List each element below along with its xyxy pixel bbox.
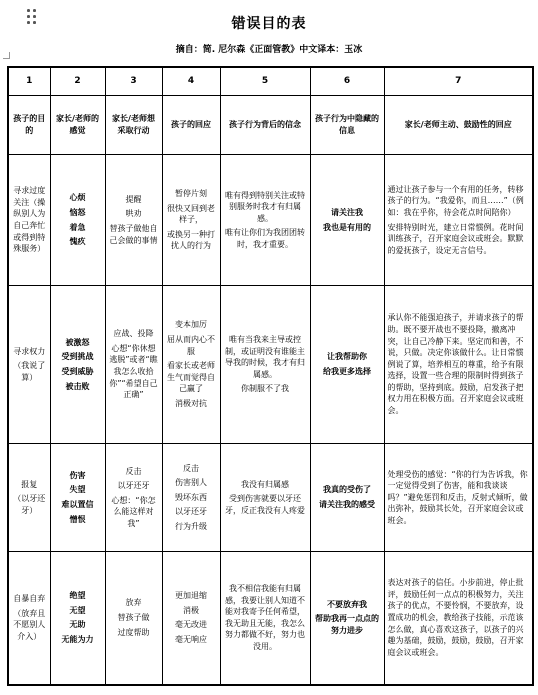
column-number: 7 xyxy=(384,67,533,96)
cell-goal: 寻求权力 （我说了算） xyxy=(8,286,50,444)
cell-encouraging-response: 承认你不能强迫孩子，并请求孩子的帮助。既不要开战也不要投降，撤离冲突，让自己冷静下来。坚定而和善，不说，只做。决定你该做什么。让日常惯例说了算，培养相互的尊重，给予有限选择，设置一些合理的限制时得到孩子的帮助，坚持到底。鼓励，启发孩子把权力用在积极方面。召开家庭会议或班会。 xyxy=(384,286,533,444)
cell-belief: 我不相信我能有归属感，我要让别人知道不能对我寄予任何希望，我无助且无能，我怎么努力都做不好，努力也没用。 xyxy=(220,552,310,685)
cell-action: 提醒 哄劝 替孩子做他自己会做的事情 xyxy=(105,155,162,286)
cell-encouraging-response: 通过让孩子参与一个有用的任务，转移孩子的行为。“我爱你，而且……”（例如：我在乎你，待会花点时间陪你） 安排特别时光，建立日常惯例。花时间训练孩子，召开家庭会议或班会。默默的爱抚孩子，设定无言信号。 xyxy=(384,155,533,286)
cell-goal: 报复 （以牙还牙） xyxy=(8,444,50,552)
cell-goal: 寻求过度关注（操纵别人为自己奔忙或得到特殊服务） xyxy=(8,155,50,286)
column-number: 6 xyxy=(310,67,384,96)
cell-encouraging-response: 处理受伤的感觉：“你的行为告诉我，你一定觉得受到了伤害，能和我谈谈吗？”避免惩罚和反击，反射式倾听，做出弥补，鼓励其长处，召开家庭会议或班会。 xyxy=(384,444,533,552)
cell-response: 更加退缩 消极 毫无改进 毫无响应 xyxy=(162,552,220,685)
cell-belief: 唯有得到特别关注或特别服务时我才有归属感。 唯有让你们为我团团转时，我才重要。 xyxy=(220,155,310,286)
cell-message: 请关注我 我也是有用的 xyxy=(310,155,384,286)
cell-feeling: 心烦 恼怒 着急 愧疚 xyxy=(50,155,105,286)
column-number: 4 xyxy=(162,67,220,96)
mistaken-goal-table xyxy=(7,66,534,686)
header-cell: 孩子的回应 xyxy=(162,96,220,155)
column-number: 2 xyxy=(50,67,105,96)
cell-goal: 自暴自弃 （放弃且不愿别人介入） xyxy=(8,552,50,685)
paragraph-corner-mark xyxy=(3,52,10,59)
header-cell: 家长/老师主动、鼓励性的回应 xyxy=(384,96,533,155)
header-cell: 孩子的目的 xyxy=(8,96,50,155)
table-row xyxy=(8,552,533,685)
cell-encouraging-response: 表达对孩子的信任。小步前进，停止批评，鼓励任何一点点的积极努力，关注孩子的优点，不要怜悯，不要放弃，设置成功的机会，教给孩子技能，示范该怎么做，真心喜欢这孩子，以孩子的兴趣为基础，鼓励，鼓励，鼓励，召开家庭会议或班会。 xyxy=(384,552,533,685)
cell-action: 应战、投降 心想“你休想逃脱”或者“瞧我怎么收拾你”“希望自己正确” xyxy=(105,286,162,444)
page-subtitle: 摘自：简. 尼尔森《正面管教》中文译本：玉冰 xyxy=(175,45,363,55)
cell-response: 暂停片刻 很快又回到老样子， 或换另一种打扰人的行为 xyxy=(162,155,220,286)
cell-feeling: 伤害 失望 难以置信 憎恨 xyxy=(50,444,105,552)
header-cell: 家长/老师想采取行动 xyxy=(105,96,162,155)
cell-message: 我真的受伤了 请关注我的感受 xyxy=(310,444,384,552)
cell-action: 放弃 替孩子做 过度帮助 xyxy=(105,552,162,685)
header-cell: 孩子行为中隐藏的信息 xyxy=(310,96,384,155)
cell-response: 变本加厉 屈从而内心不服 看家长或老师生气而觉得自己赢了 消极对抗 xyxy=(162,286,220,444)
header-cell: 家长/老师的感觉 xyxy=(50,96,105,155)
cell-belief: 唯有当我来主导或控制，或证明没有谁能主导我的时候，我才有归属感。 你制服不了我 xyxy=(220,286,310,444)
cell-message: 不要放弃我 帮助我再一点点的努力进步 xyxy=(310,552,384,685)
table-row xyxy=(8,155,533,286)
header-cell: 孩子行为背后的信念 xyxy=(220,96,310,155)
cell-response: 反击 伤害别人 毁坏东西 以牙还牙 行为升级 xyxy=(162,444,220,552)
page-title: 错误目的表 xyxy=(231,16,307,32)
cell-feeling: 被激怒 受到挑战 受到威胁 被击败 xyxy=(50,286,105,444)
cell-belief: 我没有归属感 受到伤害就要以牙还牙，反正我没有人疼爱 xyxy=(220,444,310,552)
column-number: 5 xyxy=(220,67,310,96)
cell-feeling: 绝望 无望 无助 无能为力 xyxy=(50,552,105,685)
column-number-row xyxy=(8,67,533,96)
header-row xyxy=(8,96,533,155)
cell-message: 让我帮助你 给我更多选择 xyxy=(310,286,384,444)
column-number: 1 xyxy=(8,67,50,96)
table-row xyxy=(8,444,533,552)
cell-action: 反击 以牙还牙 心想：“你怎么能这样对我” xyxy=(105,444,162,552)
column-number: 3 xyxy=(105,67,162,96)
table-row xyxy=(8,286,533,444)
